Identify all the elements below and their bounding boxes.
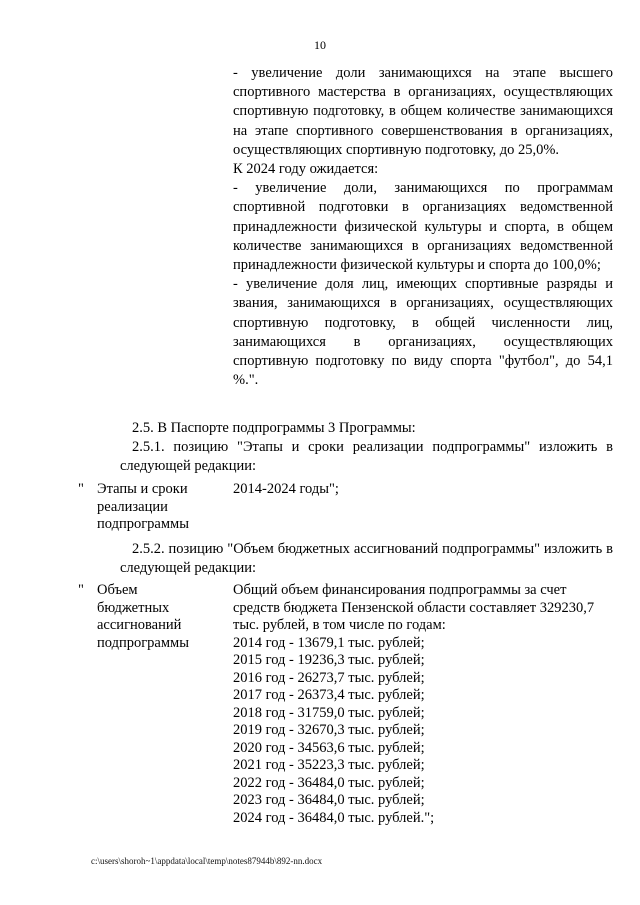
page-number: 10 <box>314 38 326 52</box>
stages-value: 2014-2024 годы"; <box>233 481 339 497</box>
section-2-5-1-text: 2.5.1. позицию "Этапы и сроки реализации подпрограммы" изложить в следующей редакции: <box>120 439 613 475</box>
budget-label <box>97 582 222 652</box>
budget-year-line: 2014 год - 13679,1 тыс. рублей; <box>233 634 425 651</box>
stages-label <box>97 481 222 534</box>
budget-year-line: 2018 год - 31759,0 тыс. рублей; <box>233 704 425 721</box>
section-2-5-heading: 2.5. В Паспорте подпрограммы 3 Программы: <box>132 420 416 436</box>
stages-label-line: подпрограммы <box>97 516 189 532</box>
budget-line: тыс. рублей, в том числе по годам: <box>233 617 446 633</box>
budget-year-line: 2024 год - 36484,0 тыс. рублей."; <box>233 809 435 826</box>
budget-value <box>233 582 618 827</box>
stages-label-line: реализации <box>97 498 168 515</box>
budget-year-line: 2020 год - 34563,6 тыс. рублей; <box>233 739 425 756</box>
budget-year-line: 2015 год - 19236,3 тыс. рублей; <box>233 652 425 668</box>
stages-label-line: Этапы и сроки <box>97 481 188 497</box>
budget-label-line: подпрограммы <box>97 634 189 651</box>
budget-line: Общий объем финансирования подпрограммы за счет <box>233 582 567 598</box>
result-item: - увеличение доли занимающихся на этапе высшего спортивного мастерства в организациях, осуществляющих спортивную подготовку, в общем количестве занимающихся на этапе спортивного совершенствования в организациях, осуществляющих спортивную подготовку, до 25,0%. <box>233 65 613 158</box>
section-2-5 <box>120 419 613 477</box>
budget-line: средств бюджета Пензенской области составляет 329230,7 <box>233 599 595 616</box>
budget-label-line: Объем <box>97 582 138 598</box>
budget-label-line: ассигнований <box>97 617 182 633</box>
budget-year-line: 2016 год - 26273,7 тыс. рублей; <box>233 669 425 686</box>
result-item: - увеличение доли, занимающихся по программам спортивной подготовки в организациях ведомственной принадлежности физической культуры и спорта, в общем количестве занимающихся в организациях ведомственной принадлежности физической культуры и спорта до 100,0%; <box>233 180 613 274</box>
section-2-5-2 <box>120 540 613 578</box>
result-item: - увеличение доля лиц, имеющих спортивные разряды и звания, занимающихся в организациях, осуществляющих спортивную подготовку, в общей численности лиц, занимающихся в организациях, осуществляющих спортивную подготовку по виду спорта "футбол", до 54,1 %.". <box>233 276 613 389</box>
budget-year-line: 2021 год - 35223,3 тыс. рублей; <box>233 757 425 773</box>
opening-quote-mark: " <box>78 481 84 497</box>
footer-file-path: c:\users\shoroh~1\appdata\local\temp\notes87944b\892-nn.docx <box>91 856 323 866</box>
budget-label-line: бюджетных <box>97 599 170 616</box>
opening-quote-mark: " <box>78 582 84 598</box>
result-heading: К 2024 году ожидается: <box>233 161 379 178</box>
budget-year-line: 2023 год - 36484,0 тыс. рублей; <box>233 792 425 808</box>
section-2-5-2-text: 2.5.2. позицию "Объем бюджетных ассигнований подпрограммы" изложить в следующей редакции: <box>120 541 613 577</box>
budget-year-line: 2017 год - 26373,4 тыс. рублей; <box>233 687 425 703</box>
budget-year-line: 2019 год - 32670,3 тыс. рублей; <box>233 722 425 738</box>
expected-results-text <box>233 64 613 390</box>
budget-year-line: 2022 год - 36484,0 тыс. рублей; <box>233 774 425 791</box>
